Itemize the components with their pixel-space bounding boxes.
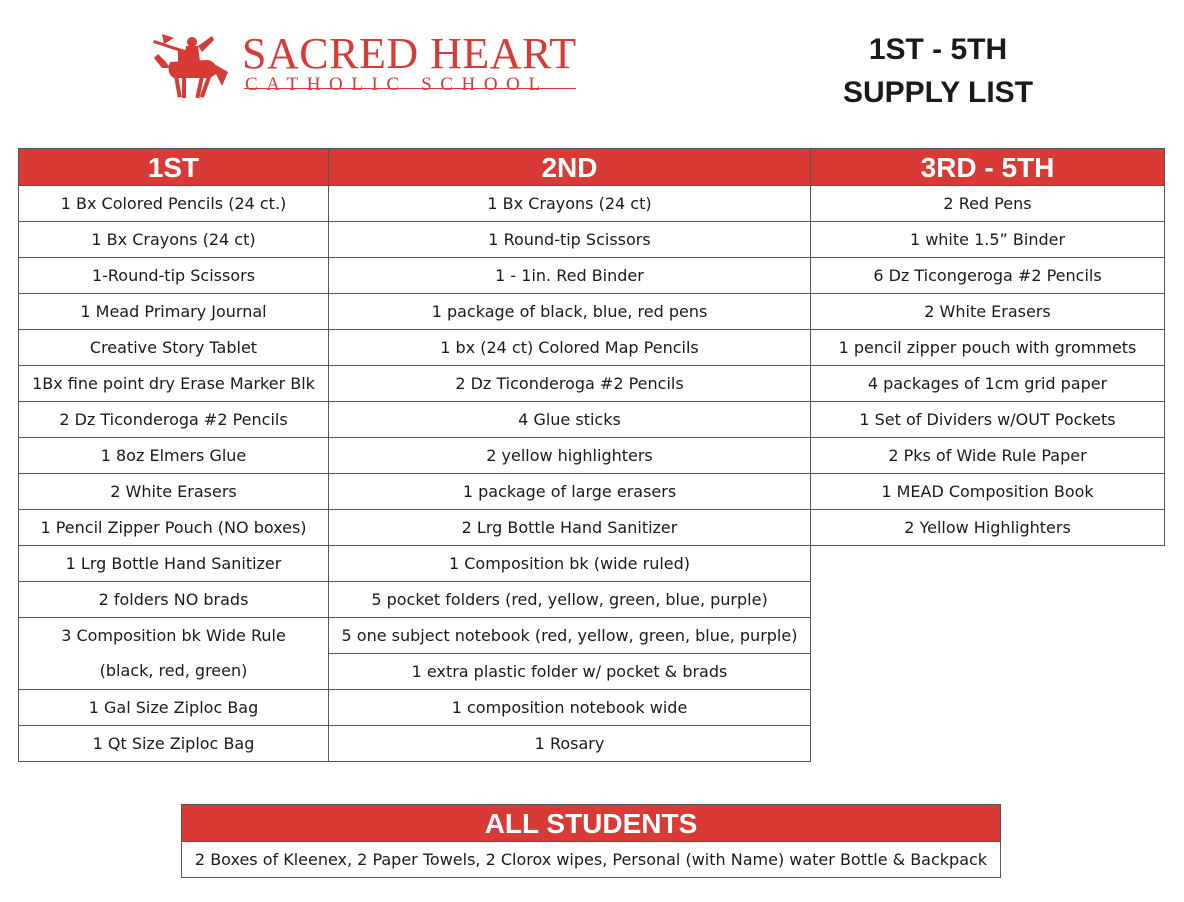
supply-item: 5 pocket folders (red, yellow, green, blue, purple) xyxy=(329,581,810,617)
supply-item: 1Bx fine point dry Erase Marker Blk xyxy=(19,365,328,401)
supply-item-line: (black, red, green) xyxy=(99,661,248,680)
supply-item: 1 Set of Dividers w/OUT Pockets xyxy=(811,401,1164,437)
supply-item: 4 packages of 1cm grid paper xyxy=(811,365,1164,401)
all-students-box xyxy=(181,804,1001,878)
supply-item: 1 Qt Size Ziploc Bag xyxy=(19,725,328,762)
column-2nd xyxy=(328,148,811,762)
school-name: SACRED HEART xyxy=(242,29,577,78)
supply-item: 1 package of large erasers xyxy=(329,473,810,509)
supply-item: 1 composition notebook wide xyxy=(329,689,810,725)
supply-item: 2 yellow highlighters xyxy=(329,437,810,473)
supply-item-line: 3 Composition bk Wide Rule xyxy=(61,626,286,645)
supply-item: 1 Bx Crayons (24 ct) xyxy=(19,221,328,257)
column-header: 3RD - 5TH xyxy=(811,149,1164,185)
supply-item: 1 bx (24 ct) Colored Map Pencils xyxy=(329,329,810,365)
school-subtitle: CATHOLIC SCHOOL xyxy=(245,74,549,95)
title-line-1: 1ST - 5TH xyxy=(868,33,1008,66)
all-students-items: 2 Boxes of Kleenex, 2 Paper Towels, 2 Clorox wipes, Personal (with Name) water Bottle & Backpack xyxy=(182,841,1000,877)
column-header: 1ST xyxy=(19,149,328,185)
supply-item: 1 - 1in. Red Binder xyxy=(329,257,810,293)
title-line-2: SUPPLY LIST xyxy=(842,76,1034,109)
supply-item: 1-Round-tip Scissors xyxy=(19,257,328,293)
column-1st xyxy=(18,148,329,762)
supply-item: 2 folders NO brads xyxy=(19,581,328,617)
supply-item: 1 Round-tip Scissors xyxy=(329,221,810,257)
supply-item: 6 Dz Ticongeroga #2 Pencils xyxy=(811,257,1164,293)
page-title xyxy=(820,28,1056,114)
supply-item: 1 Composition bk (wide ruled) xyxy=(329,545,810,581)
supply-item: 2 White Erasers xyxy=(19,473,328,509)
supply-item: 2 Pks of Wide Rule Paper xyxy=(811,437,1164,473)
supply-item: 2 Dz Ticonderoga #2 Pencils xyxy=(329,365,810,401)
supply-item: 1 Mead Primary Journal xyxy=(19,293,328,329)
school-logo xyxy=(152,29,582,104)
supply-item: 4 Glue sticks xyxy=(329,401,810,437)
supply-item: 1 Gal Size Ziploc Bag xyxy=(19,689,328,725)
supply-item: 1 Bx Colored Pencils (24 ct.) xyxy=(19,185,328,221)
supply-item: 2 Red Pens xyxy=(811,185,1164,221)
all-students-header: ALL STUDENTS xyxy=(182,805,1000,841)
supply-item: 1 pencil zipper pouch with grommets xyxy=(811,329,1164,365)
supply-item: 1 Bx Crayons (24 ct) xyxy=(329,185,810,221)
supply-item: 1 MEAD Composition Book xyxy=(811,473,1164,509)
supply-item: 2 Lrg Bottle Hand Sanitizer xyxy=(329,509,810,545)
supply-item xyxy=(19,617,328,689)
supply-item: Creative Story Tablet xyxy=(19,329,328,365)
supply-item: 2 Dz Ticonderoga #2 Pencils xyxy=(19,401,328,437)
supply-item: 1 extra plastic folder w/ pocket & brads xyxy=(329,653,810,689)
supply-item: 1 Rosary xyxy=(329,725,810,762)
supply-item: 5 one subject notebook (red, yellow, green, blue, purple) xyxy=(329,617,810,653)
supply-item: 2 Yellow Highlighters xyxy=(811,509,1164,546)
column-3rd-5th xyxy=(810,148,1165,546)
column-header: 2ND xyxy=(329,149,810,185)
supply-item: 1 package of black, blue, red pens xyxy=(329,293,810,329)
supply-item: 1 Lrg Bottle Hand Sanitizer xyxy=(19,545,328,581)
supply-item: 1 8oz Elmers Glue xyxy=(19,437,328,473)
knight-on-horse-icon xyxy=(152,32,230,104)
supply-item: 2 White Erasers xyxy=(811,293,1164,329)
supply-item: 1 white 1.5” Binder xyxy=(811,221,1164,257)
supply-item: 1 Pencil Zipper Pouch (NO boxes) xyxy=(19,509,328,545)
